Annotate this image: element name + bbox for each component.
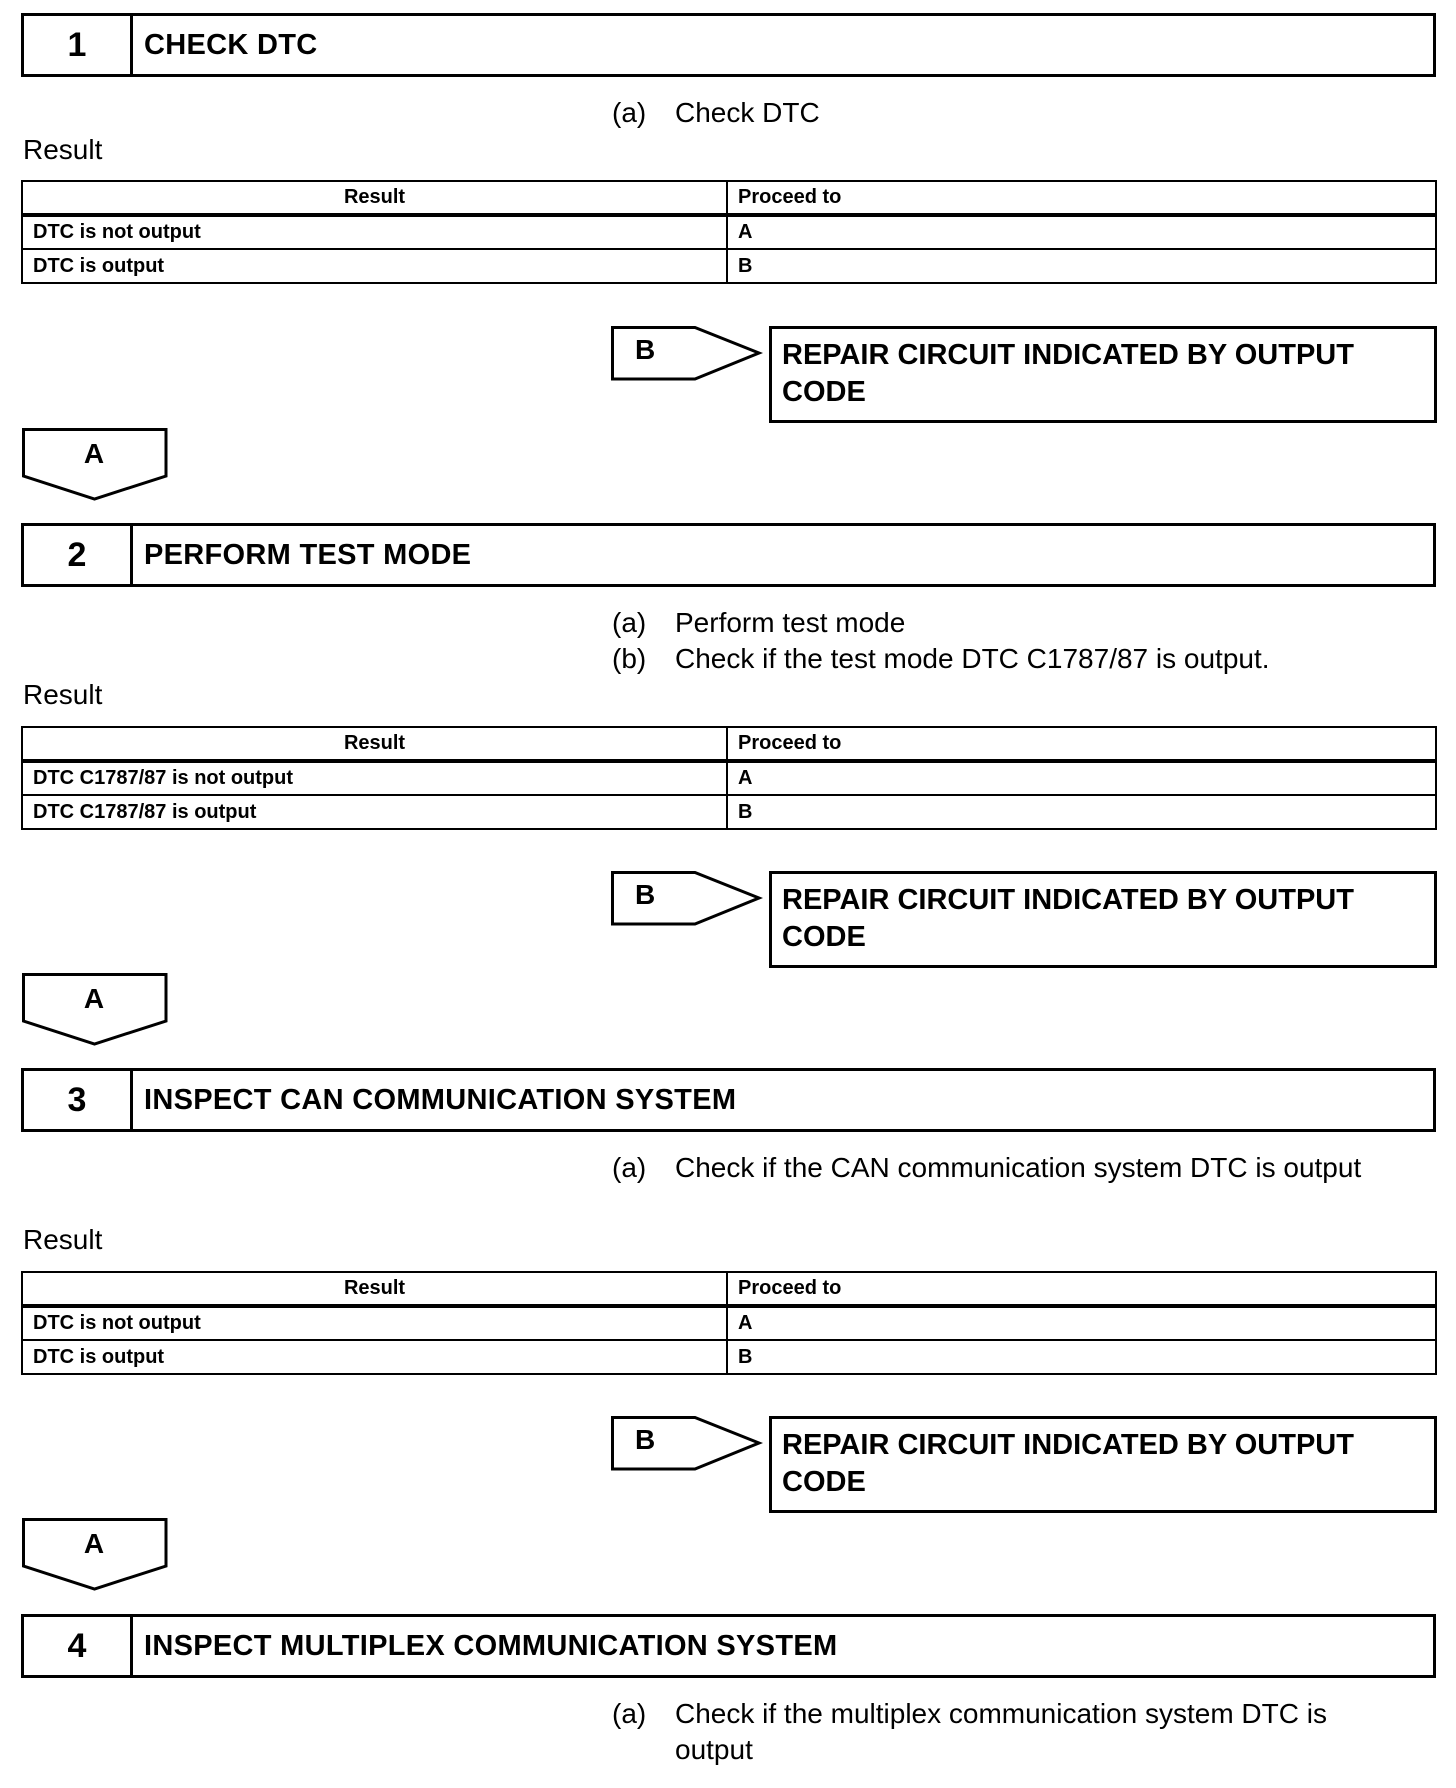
instruction-text: output [675,1734,753,1765]
instruction-text: Check if the CAN communication system DTC is output [675,1152,1362,1183]
repair-action-box [769,326,1437,423]
table-cell: B [727,795,1436,829]
continue-a-arrow [22,973,168,1047]
continue-label: A [83,438,105,469]
right-arrow-icon [611,326,761,382]
right-arrow-icon [611,871,761,927]
branch-b-arrow [611,871,761,927]
step-2-header [21,523,1436,587]
column-header-result: Result [22,727,727,761]
result-heading: Result [23,134,103,165]
table-cell: B [727,1340,1436,1374]
branch-b-arrow [611,1416,761,1472]
step-title: PERFORM TEST MODE [144,539,472,571]
table-cell: DTC is output [22,1340,727,1374]
column-header-proceed: Proceed to [727,181,1436,215]
instruction-text: Check if the multiplex communication system DTC is [675,1698,1327,1729]
instruction-text: Check DTC [675,97,820,128]
step-title: CHECK DTC [144,29,318,61]
continue-label: A [83,983,105,1014]
table-header-row [22,181,1436,215]
table-cell: A [727,1306,1436,1340]
repair-action-text: REPAIR CIRCUIT INDICATED BY OUTPUT CODE [782,1429,1354,1498]
column-header-result: Result [22,181,727,215]
instruction-text: Perform test mode [675,607,906,638]
instruction-label: (a) [612,607,647,638]
column-header-result: Result [22,1272,727,1306]
branch-label: B [635,879,656,910]
table-cell: DTC is not output [22,215,727,249]
table-row [22,761,1436,795]
result-heading: Result [23,1224,103,1255]
step-title: INSPECT MULTIPLEX COMMUNICATION SYSTEM [144,1630,838,1662]
result-heading: Result [23,679,103,710]
step-1-header [21,13,1436,77]
repair-action-text: REPAIR CIRCUIT INDICATED BY OUTPUT CODE [782,339,1354,408]
column-header-proceed: Proceed to [727,727,1436,761]
instruction-label: (a) [612,1152,647,1183]
table-cell: DTC is output [22,249,727,283]
branch-b-arrow [611,326,761,382]
continue-label: A [83,1528,105,1559]
table-cell: DTC C1787/87 is output [22,795,727,829]
table-row [22,795,1436,829]
step-number: 2 [24,526,133,584]
step-number: 3 [24,1071,133,1129]
repair-action-box [769,871,1437,968]
table-cell: DTC C1787/87 is not output [22,761,727,795]
table-cell: A [727,761,1436,795]
instruction-label: (a) [612,97,647,128]
instruction-text: Check if the test mode DTC C1787/87 is output. [675,643,1270,674]
table-row [22,215,1436,249]
branch-label: B [635,1424,656,1455]
table-row [22,1340,1436,1374]
table-cell: A [727,215,1436,249]
repair-action-box [769,1416,1437,1513]
column-header-proceed: Proceed to [727,1272,1436,1306]
step-title: INSPECT CAN COMMUNICATION SYSTEM [144,1084,737,1116]
step-3-header [21,1068,1436,1132]
right-arrow-icon [611,1416,761,1472]
step-number: 1 [24,16,133,74]
repair-action-text: REPAIR CIRCUIT INDICATED BY OUTPUT CODE [782,884,1354,953]
instruction-label: (b) [612,643,647,674]
continue-a-arrow [22,1518,168,1592]
table-row [22,249,1436,283]
branch-label: B [635,334,656,365]
table-header-row [22,727,1436,761]
result-table [21,1271,1437,1375]
table-cell: B [727,249,1436,283]
table-cell: DTC is not output [22,1306,727,1340]
continue-a-arrow [22,428,168,502]
step-4-header [21,1614,1436,1678]
step-number: 4 [24,1617,133,1675]
result-table [21,726,1437,830]
instruction-label: (a) [612,1698,647,1729]
table-header-row [22,1272,1436,1306]
result-table [21,180,1437,284]
table-row [22,1306,1436,1340]
